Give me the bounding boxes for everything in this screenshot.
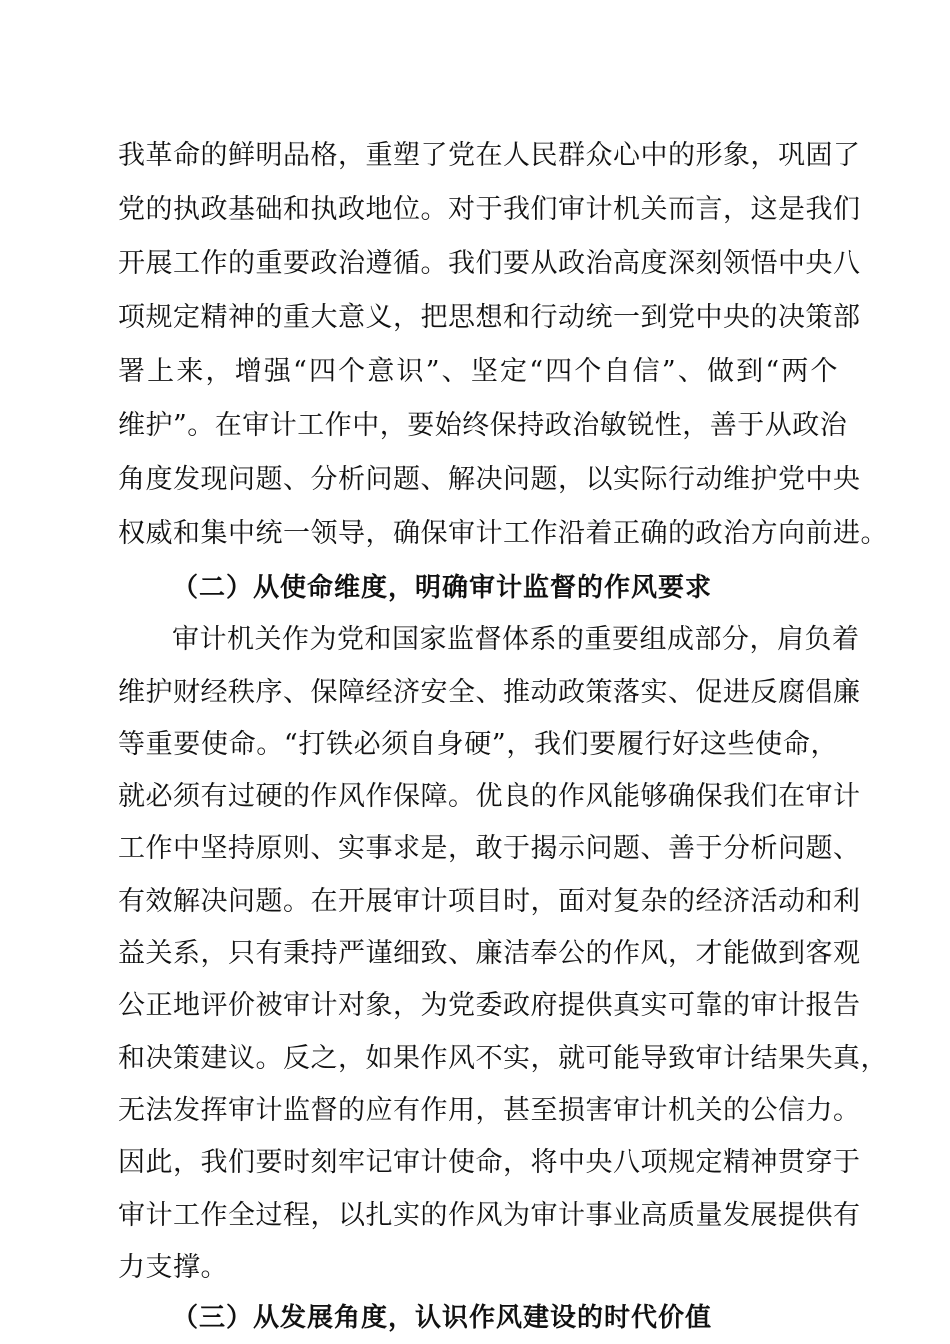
paragraph-2-line-8: 公正地评价被审计对象，为党委政府提供真实可靠的审计报告 <box>118 990 861 1021</box>
paragraph-2-line-1: 审计机关作为党和国家监督体系的重要组成部分，肩负着 <box>172 624 860 655</box>
paragraph-2-line-3: 等重要使命。“打铁必须自身硬”，我们要履行好这些使命， <box>118 729 838 760</box>
paragraph-2-line-13: 力支撑。 <box>118 1252 228 1283</box>
paragraph-2-line-4: 就必须有过硬的作风作保障。优良的作风能够确保我们在审计 <box>118 781 861 812</box>
paragraph-2-line-7: 益关系，只有秉持严谨细致、廉洁奉公的作风，才能做到客观 <box>118 938 861 969</box>
paragraph-2-line-5: 工作中坚持原则、实事求是，敢于揭示问题、善于分析问题、 <box>118 833 861 864</box>
paragraph-1-line-5: 署上来，增强“四个意识”、坚定“四个自信”、做到“两个 <box>118 356 838 387</box>
paragraph-1-line-4: 项规定精神的重大意义，把思想和行动统一到党中央的决策部 <box>118 302 861 333</box>
paragraph-2-line-11: 因此，我们要时刻牢记审计使命，将中央八项规定精神贯穿于 <box>118 1147 861 1178</box>
paragraph-1-line-8: 权威和集中统一领导，确保审计工作沿着正确的政治方向前进。 <box>118 518 888 549</box>
paragraph-2-line-2: 维护财经秩序、保障经济安全、推动政策落实、促进反腐倡廉 <box>118 677 861 708</box>
paragraph-1-line-2: 党的执政基础和执政地位。对于我们审计机关而言，这是我们 <box>118 194 861 225</box>
paragraph-2-line-10: 无法发挥审计监督的应有作用，甚至损害审计机关的公信力。 <box>118 1095 861 1126</box>
paragraph-2-line-12: 审计工作全过程，以扎实的作风为审计事业高质量发展提供有 <box>118 1200 861 1231</box>
section-heading-3: （三）从发展角度，认识作风建设的时代价值 <box>172 1303 713 1333</box>
paragraph-1-line-3: 开展工作的重要政治遵循。我们要从政治高度深刻领悟中央八 <box>118 248 861 279</box>
paragraph-1-line-1: 我革命的鲜明品格，重塑了党在人民群众心中的形象，巩固了 <box>118 140 861 171</box>
paragraph-2-line-6: 有效解决问题。在开展审计项目时，面对复杂的经济活动和利 <box>118 886 861 917</box>
section-heading-2: （二）从使命维度，明确审计监督的作风要求 <box>172 573 713 603</box>
paragraph-1-line-6: 维护”。在审计工作中，要始终保持政治敏锐性，善于从政治 <box>118 410 848 441</box>
paragraph-2-line-9: 和决策建议。反之，如果作风不实，就可能导致审计结果失真， <box>118 1043 888 1074</box>
paragraph-1-line-7: 角度发现问题、分析问题、解决问题，以实际行动维护党中央 <box>118 464 861 495</box>
